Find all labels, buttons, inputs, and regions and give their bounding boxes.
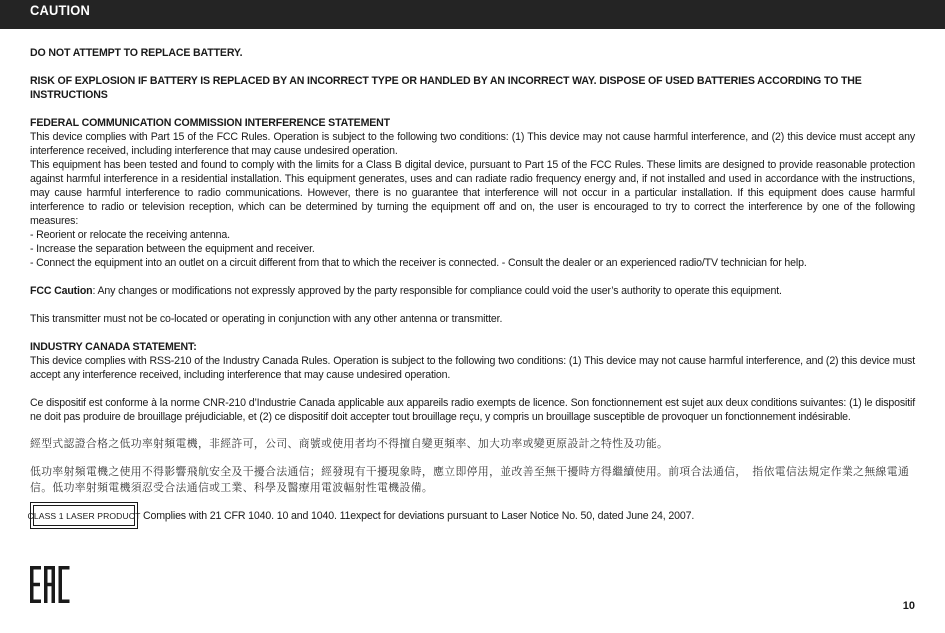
laser-compliance-text: Complies with 21 CFR 1040. 10 and 1040. 11expect for deviations pursuant to Laser Notice No. 50, dated June 24, 2007. (143, 509, 695, 522)
fcc-caution-label: FCC Caution (30, 285, 93, 297)
ic-paragraph-french: Ce dispositif est conforme à la norme CNR-210 d’Industrie Canada applicable aux appareils radio exempts de licence. Son fonctionnement est sujet aux deux conditions suivantes: (1) le dispositif ne doit pas produire de brouillage préjudiciable, et (2) ce dispositif doit accepter tout brouillage reçu, y compris un brouillage susceptible de provoquer un fonctionnement indésirable. (30, 397, 915, 423)
laser-compliance-row (27, 502, 915, 529)
ncc-paragraph-1: 經型式認證合格之低功率射頻電機，非經許可，公司、商號或使用者均不得擅自變更頻率、加大功率或變更原設計之特性及功能。 (30, 437, 669, 450)
laser-product-label-text: CLASS 1 LASER PRODUCT (33, 505, 135, 526)
fcc-measure: - Reorient or relocate the receiving antenna. (30, 229, 230, 241)
ic-paragraph: This device complies with RSS-210 of the Industry Canada Rules. Operation is subject to the following two conditions: (1) This device may not cause harmful interference, and (2) this device must accept any interference received, including interference that may cause undesired operation. (30, 355, 915, 381)
fcc-caution-text: : Any changes or modifications not expressly approved by the party responsible for compliance could void the user’s authority to operate this equipment. (92, 285, 782, 297)
laser-product-label (27, 502, 141, 529)
explosion-warning: RISK OF EXPLOSION IF BATTERY IS REPLACED BY AN INCORRECT TYPE OR HANDLED BY AN INCORRECT WAY. DISPOSE OF USED BATTERIES ACCORDING TO THE INSTRUCTIONS (30, 75, 862, 101)
transmitter-note: This transmitter must not be co-located or operating in conjunction with any other antenna or transmitter. (30, 313, 503, 325)
header-bar (0, 0, 945, 29)
caution-content (27, 46, 915, 529)
page-title: CAUTION (30, 2, 90, 18)
fcc-measure: - Increase the separation between the equipment and receiver. (30, 243, 315, 255)
fcc-measure: - Connect the equipment into an outlet on a circuit different from that to which the receiver is connected. - Consult the dealer or an experienced radio/TV technician for help. (30, 257, 807, 269)
eac-mark-icon (30, 566, 72, 603)
fcc-paragraph-2: This equipment has been tested and found to comply with the limits for a Class B digital device, pursuant to Part 15 of the FCC Rules. These limits are designed to provide reasonable protection against harmful interference in a residential installation. This equipment generates, uses and can radiate radio frequency energy and, if not installed and used in accordance with the instructions, may cause harmful interference to radio communications. However, there is no guarantee that interference will not occur in a particular installation. If this equipment does cause harmful interference to radio or television reception, which can be determined by turning the equipment off and on, the user is encouraged to try to correct the interference by one of the following measures: (30, 159, 915, 227)
fcc-heading: FEDERAL COMMUNICATION COMMISSION INTERFERENCE STATEMENT (30, 117, 390, 129)
fcc-paragraph-1: This device complies with Part 15 of the FCC Rules. Operation is subject to the following two conditions: (1) This device may not cause harmful interference, and (2) this device must accept any interference received, including interference that may cause undesired operation. (30, 131, 915, 157)
battery-warning: DO NOT ATTEMPT TO REPLACE BATTERY. (30, 47, 243, 59)
ic-heading: INDUSTRY CANADA STATEMENT: (30, 341, 197, 353)
page-number: 10 (902, 600, 915, 612)
fcc-caution (30, 284, 915, 298)
ncc-paragraph-2: 低功率射頻電機之使用不得影響飛航安全及干擾合法通信；經發現有干擾現象時，應立即停用，並改善至無干擾時方得繼續使用。前項合法通信， 指依電信法規定作業之無線電通信。低功率射頻電機須忍受合法通信或工業、科學及醫療用電波輻射性電機設備。 (30, 465, 910, 494)
